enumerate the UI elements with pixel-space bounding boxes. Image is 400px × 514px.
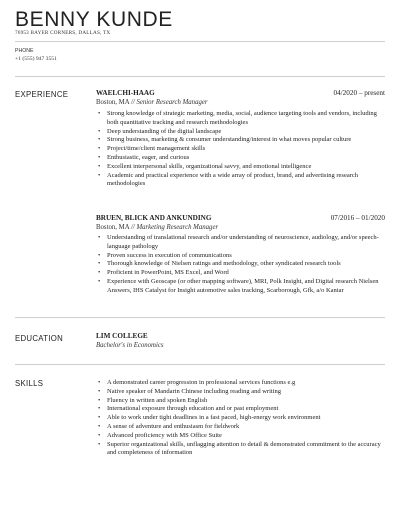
job-company: BRUEN, BLICK AND ANKUNDING: [96, 214, 212, 222]
job-separator: //: [130, 224, 135, 231]
job-bullets: [96, 110, 384, 189]
school-name: LIM COLLEGE: [96, 332, 148, 340]
section-divider-education: [15, 317, 385, 318]
section-divider-skills: [15, 364, 385, 365]
job-role: Senior Research Manager: [136, 99, 208, 106]
candidate-address: 76953 BAYER CORNERS, DALLAS, TX: [15, 30, 111, 36]
degree: Bachelor's in Economics: [96, 342, 164, 349]
list-item: • Superior organizational skills, unflagging attention to detail & demonstrated commitment to the accuracy and completeness of information: [96, 441, 384, 459]
phone-label: PHONE: [15, 48, 34, 54]
list-item: • Experience with Geoscape (or other mapping software), MRI, Polk Insight, and Digital research Nielsen Answers, IHS Catalyst for Insight automotive sales tracking, Scarborough, Gfk, a/o Kantar: [96, 278, 384, 296]
list-item: • Fluency in written and spoken English: [96, 397, 384, 406]
section-divider-experience: [15, 76, 385, 77]
list-item: • Strong knowledge of strategic marketing, media, social, audience targeting tools and vendors, including both quantitative tracking and research methodologies: [96, 110, 384, 128]
job-bullets: [96, 234, 384, 296]
job-location-role: [96, 99, 208, 106]
job-role: Marketing Research Manager: [136, 224, 219, 231]
list-item: • A sense of adventure and enthusiasm for fieldwork: [96, 423, 384, 432]
list-item: • Excellent interpersonal skills, organizational savvy, and emotional intelligence: [96, 163, 384, 172]
candidate-name: BENNY KUNDE: [15, 8, 173, 31]
list-item: • A demonstrated career progression in professional services functions e.g: [96, 379, 384, 388]
job-location: Boston, MA: [96, 99, 130, 106]
list-item: • Proven success in execution of communications: [96, 252, 384, 261]
list-item: • Enthusiastic, eager, and curious: [96, 154, 384, 163]
education-heading: EDUCATION: [15, 334, 64, 343]
list-item: • Project/time/client management skills: [96, 145, 384, 154]
header-divider: [15, 41, 385, 42]
list-item: • Understanding of translational research and/or understanding of neuroscience, audiology, and/or speech-language pathology: [96, 234, 384, 252]
job-location-role: [96, 224, 218, 231]
list-item: • Proficient in PowerPoint, MS Excel, and Word: [96, 269, 384, 278]
experience-heading: EXPERIENCE: [15, 90, 69, 99]
skills-list: [96, 379, 384, 458]
job-location: Boston, MA: [96, 224, 130, 231]
list-item: • Native speaker of Mandarin Chinese including reading and writing: [96, 388, 384, 397]
phone-number: +1 (555) 947 3551: [15, 56, 57, 62]
skills-heading: SKILLS: [15, 379, 44, 388]
list-item: • Thorough knowledge of Nielsen ratings and methodology, other syndicated research tools: [96, 260, 384, 269]
job-dates: 04/2020 – present: [333, 89, 385, 97]
list-item: • Deep understanding of the digital landscape: [96, 128, 384, 137]
job-company: WAELCHI-HAAG: [96, 89, 155, 97]
list-item: • Strong business, marketing & consumer understanding/interest in what moves popular culture: [96, 136, 384, 145]
list-item: • Academic and practical experience with a wide array of product, brand, and advertising research methodologies: [96, 172, 384, 190]
list-item: • Advanced proficiency with MS Office Suite: [96, 432, 384, 441]
job-separator: //: [130, 99, 135, 106]
list-item: • International exposure through education and or past employment: [96, 405, 384, 414]
list-item: • Able to work under tight deadlines in a fast paced, high-energy work environment: [96, 414, 384, 423]
job-dates: 07/2016 – 01/2020: [330, 214, 385, 222]
